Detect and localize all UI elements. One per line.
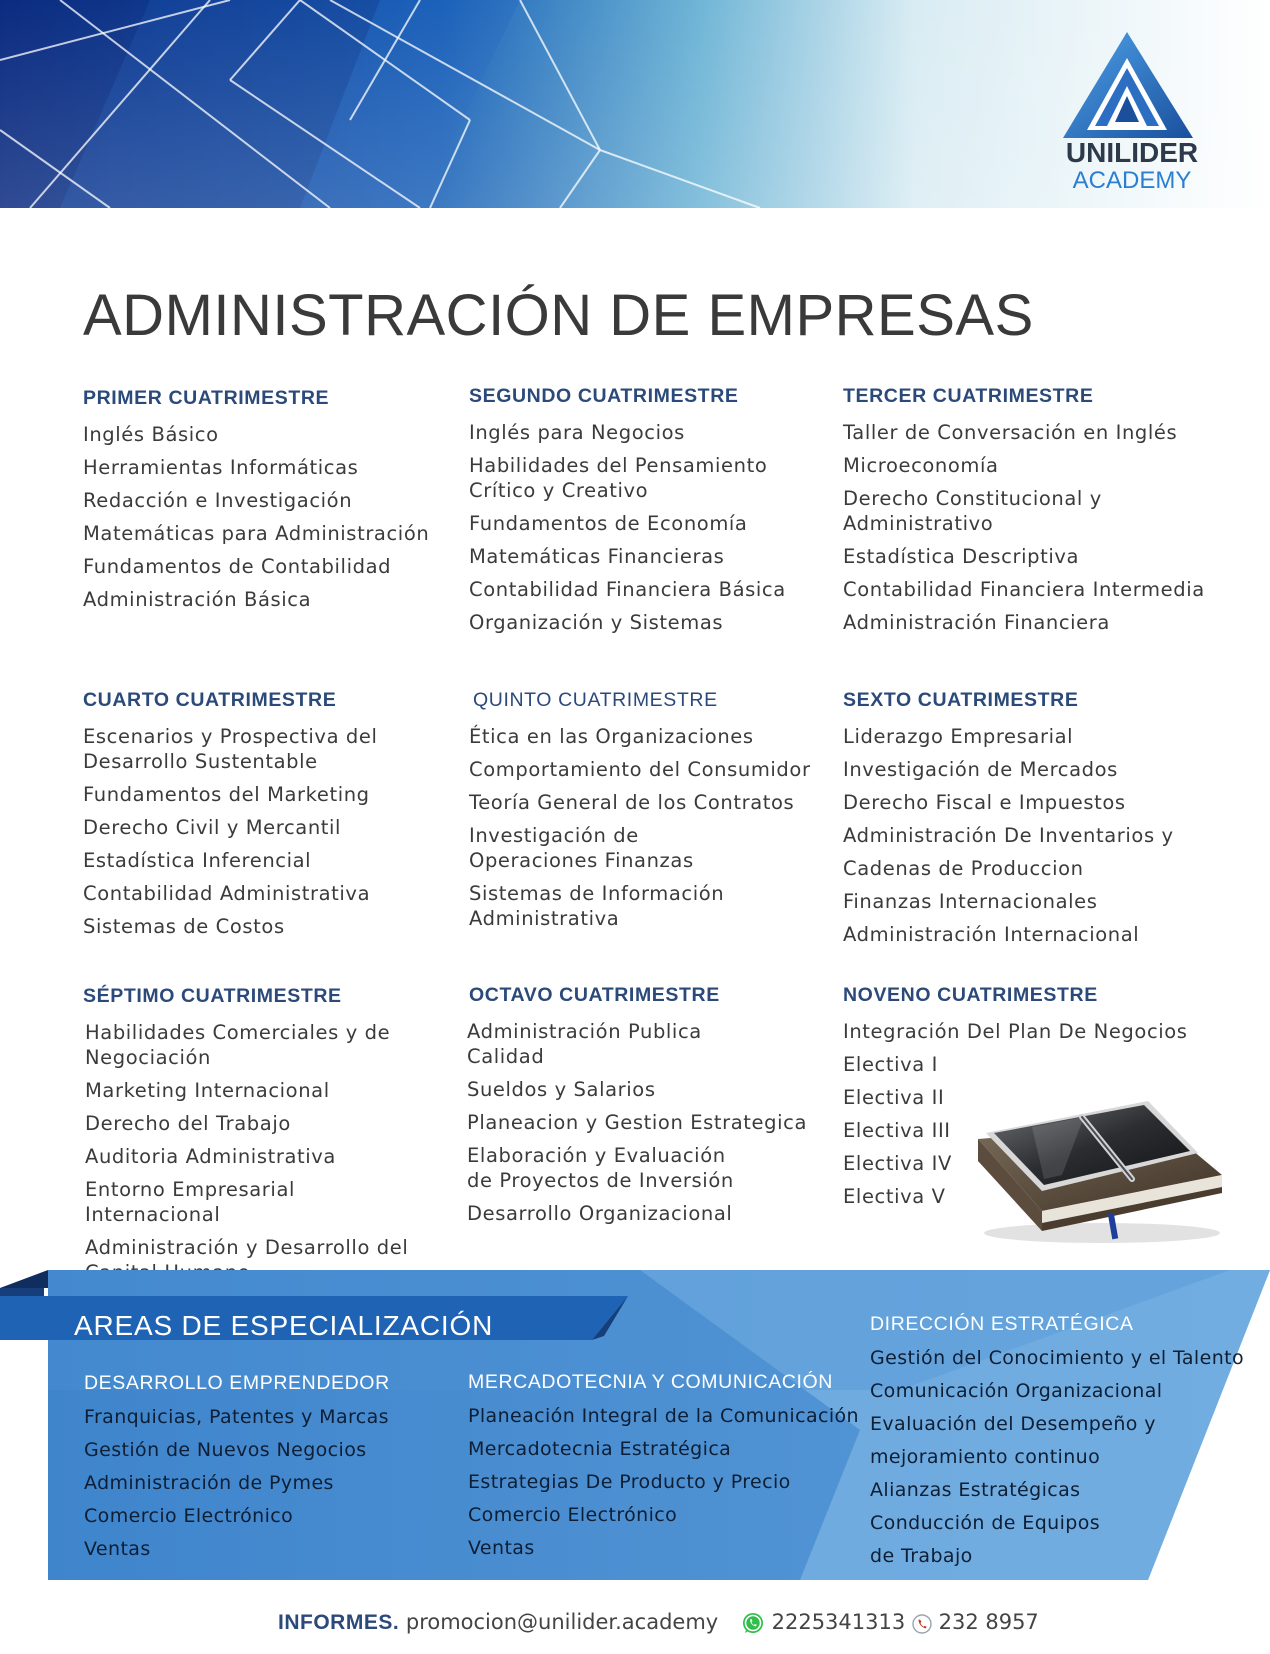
subject: Fundamentos del Marketing	[83, 783, 370, 806]
logo-triangle-icon	[1055, 30, 1205, 140]
specialization-area-2	[468, 1370, 859, 1569]
semester-3	[843, 384, 1213, 643]
semester-title: PRIMER CUATRIMESTRE	[83, 387, 330, 409]
semester-title: OCTAVO CUATRIMESTRE	[469, 984, 720, 1006]
brand-name: UNILIDER	[1065, 137, 1199, 168]
subject: Electiva III	[843, 1119, 951, 1142]
subject: Inglés Básico	[83, 423, 219, 446]
area-title: MERCADOTECNIA Y COMUNICACIÓN	[468, 1371, 833, 1393]
subject: Escenarios y Prospectiva del Desarrollo Sustentable	[83, 725, 378, 773]
subject-list	[843, 724, 1213, 947]
semester-2	[469, 384, 814, 643]
footer-phone[interactable]: 232 8957	[938, 1610, 1039, 1634]
subject: Contabilidad Administrativa	[83, 882, 371, 905]
area-item: Ventas	[84, 1538, 151, 1560]
phone-icon	[912, 1613, 932, 1633]
subject: Auditoria Administrativa	[85, 1145, 336, 1168]
footer-email[interactable]: promocion@unilider.academy	[405, 1610, 719, 1634]
page-title: ADMINISTRACIÓN DE EMPRESAS	[83, 283, 1034, 348]
subject: Taller de Conversación en Inglés	[843, 421, 1178, 444]
area-items	[468, 1404, 859, 1561]
semester-7	[83, 984, 428, 1293]
semester-title: QUINTO CUATRIMESTRE	[473, 689, 718, 711]
subject: Estadística Inferencial	[83, 849, 312, 872]
subject: Investigación de Operaciones Finanzas	[469, 824, 694, 872]
subject: Sistemas de Información Administrativa	[469, 882, 725, 930]
semester-title: CUARTO CUATRIMESTRE	[83, 689, 337, 711]
subject-list	[83, 724, 398, 939]
area-title: DESARROLLO EMPRENDEDOR	[84, 1372, 390, 1394]
subject: Elaboración y Evaluación de Proyectos de Inversión	[467, 1144, 734, 1192]
subject: Administración y Desarrollo del	[85, 1236, 409, 1259]
area-item: Comercio Electrónico	[84, 1505, 294, 1527]
subject: Administración Básica	[83, 588, 312, 611]
subject: Derecho Fiscal e Impuestos	[843, 791, 1126, 814]
subject: Habilidades Comerciales y de Negociación	[85, 1021, 391, 1069]
subject: Liderazgo Empresarial	[843, 725, 1074, 748]
subject: Investigación de Mercados	[843, 758, 1118, 781]
area-item: Ventas	[468, 1537, 535, 1559]
area-item: Gestión del Conocimiento y el Talento	[870, 1347, 1245, 1369]
area-item: Alianzas Estratégicas	[870, 1479, 1081, 1501]
semester-4	[83, 688, 398, 947]
area-item: Evaluación del Desempeño y	[870, 1413, 1156, 1435]
area-items	[84, 1405, 390, 1562]
subject: Contabilidad Financiera Intermedia	[843, 578, 1205, 601]
subject: Electiva IV	[843, 1152, 952, 1175]
subject: Cadenas de Produccion	[843, 857, 1084, 880]
semester-title: TERCER CUATRIMESTRE	[843, 385, 1094, 407]
subject: Derecho del Trabajo	[85, 1112, 291, 1135]
subject-list	[469, 420, 814, 635]
subject: Marketing Internacional	[85, 1079, 330, 1102]
specialization-area-3	[870, 1312, 1244, 1577]
subject: Derecho Constitucional y Administrativo	[843, 487, 1102, 535]
tablet-on-book-icon	[972, 1083, 1230, 1245]
subject: Administración Financiera	[843, 611, 1110, 634]
subject: Microeconomía	[843, 454, 999, 477]
subject: Matemáticas Financieras	[469, 545, 725, 568]
specializations-title: AREAS DE ESPECIALIZACIÓN	[74, 1310, 494, 1341]
subject-list	[467, 1019, 812, 1226]
area-item: de Trabajo	[870, 1545, 973, 1567]
semester-5	[469, 688, 814, 939]
subject-list	[83, 422, 453, 612]
subject-list	[83, 1020, 428, 1285]
specialization-area-1	[84, 1371, 390, 1570]
semester-title: SÉPTIMO CUATRIMESTRE	[83, 985, 342, 1007]
semester-6	[843, 688, 1213, 955]
contact-footer	[278, 1608, 1039, 1637]
subject: Electiva I	[843, 1053, 938, 1076]
area-item: Conducción de Equipos	[870, 1512, 1101, 1534]
area-item: Estrategias De Producto y Precio	[468, 1471, 791, 1493]
semester-8	[467, 983, 812, 1234]
semester-1	[83, 386, 453, 620]
subject: Administración De Inventarios y	[843, 824, 1174, 847]
subject: Entorno Empresarial Internacional	[85, 1178, 296, 1226]
subject: Electiva V	[843, 1185, 946, 1208]
subject: Teoría General de los Contratos	[469, 791, 795, 814]
footer-label: INFORMES.	[278, 1611, 400, 1634]
subject: Administración Internacional	[843, 923, 1140, 946]
area-item: Planeación Integral de la Comunicación	[468, 1405, 859, 1427]
brand-subname: ACADEMY	[1072, 167, 1192, 194]
area-item: Gestión de Nuevos Negocios	[84, 1439, 367, 1461]
subject: Matemáticas para Administración	[83, 522, 430, 545]
subject: Derecho Civil y Mercantil	[83, 816, 342, 839]
area-item: Comunicación Organizacional	[870, 1380, 1163, 1402]
subject: Herramientas Informáticas	[83, 456, 359, 479]
subject: Desarrollo Organizacional	[467, 1202, 733, 1225]
subject: Estadística Descriptiva	[843, 545, 1080, 568]
area-title: DIRECCIÓN ESTRATÉGICA	[870, 1313, 1134, 1335]
subject: Planeacion y Gestion Estrategica	[467, 1111, 808, 1134]
subject: Sueldos y Salarios	[467, 1078, 656, 1101]
area-items	[870, 1346, 1244, 1569]
area-item: mejoramiento continuo	[870, 1446, 1101, 1468]
subject: Contabilidad Financiera Básica	[469, 578, 786, 601]
whatsapp-icon	[741, 1611, 765, 1635]
subject: Sistemas de Costos	[83, 915, 285, 938]
subject: Electiva II	[843, 1086, 945, 1109]
subject: Habilidades del Pensamiento Crítico y Creativo	[469, 454, 768, 502]
subject: Redacción e Investigación	[83, 489, 353, 512]
area-item: Franquicias, Patentes y Marcas	[84, 1406, 389, 1428]
subject: Fundamentos de Economía	[469, 512, 748, 535]
subject: Inglés para Negocios	[469, 421, 685, 444]
subject: Organización y Sistemas	[469, 611, 724, 634]
subject: Integración Del Plan De Negocios	[843, 1020, 1188, 1043]
semester-title: SEXTO CUATRIMESTRE	[843, 689, 1079, 711]
semester-title: SEGUNDO CUATRIMESTRE	[469, 385, 739, 407]
area-item: Administración de Pymes	[84, 1472, 334, 1494]
subject: Ética en las Organizaciones	[469, 725, 754, 748]
semester-title: NOVENO CUATRIMESTRE	[843, 984, 1098, 1006]
area-item: Comercio Electrónico	[468, 1504, 678, 1526]
subject: Finanzas Internacionales	[843, 890, 1098, 913]
tablet-book-image	[972, 1083, 1230, 1245]
subject: Administración Publica Calidad	[467, 1020, 702, 1068]
subject-list	[843, 420, 1213, 635]
subject: Comportamiento del Consumidor	[469, 758, 811, 781]
area-item: Mercadotecnia Estratégica	[468, 1438, 732, 1460]
subject: Fundamentos de Contabilidad	[83, 555, 392, 578]
subject-list	[469, 724, 814, 931]
footer-whatsapp[interactable]: 2225341313	[771, 1610, 906, 1634]
